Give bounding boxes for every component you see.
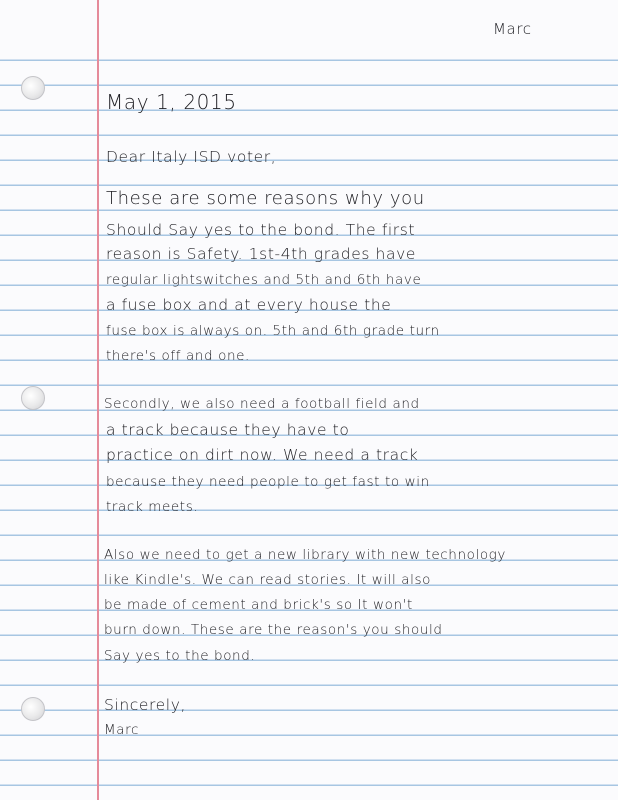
paragraph3-line: like Kindle's. We can read stories. It will also [104,572,432,588]
paragraph2-line: track meets. [106,499,199,515]
paragraph2-line: practice on dirt now. We need a track [106,446,419,464]
paragraph1-line: there's off and one. [106,348,250,364]
paragraph1-line: Should Say yes to the bond. The first [106,221,416,239]
paragraph3-line: Say yes to the bond. [104,648,256,664]
paragraph1-line: a fuse box and at every house the [106,296,392,314]
binder-hole-middle [21,386,45,410]
paragraph3-line: burn down. These are the reason's you should [104,622,443,638]
closing-sign-off: Sincerely, [104,696,187,714]
paragraph1-line: reason is Safety. 1st-4th grades have [106,245,416,263]
paragraph2-line: because they need people to get fast to win [106,474,430,490]
binder-hole-top [21,76,45,100]
paragraph3-line: be made of cement and brick's so It won't [104,597,413,613]
letter-salutation: Dear Italy ISD voter, [106,148,277,166]
paragraph2-line: Secondly, we also need a football field and [104,396,420,412]
binder-hole-bottom [21,697,45,721]
red-margin-line [97,0,99,800]
paragraph1-line: regular lightswitches and 5th and 6th have [106,272,422,288]
closing-signature: Marc [104,722,139,738]
header-name: Marc [493,20,532,38]
paragraph2-line: a track because they have to [106,421,350,439]
paragraph3-line: Also we need to get a new library with new technology [104,547,506,563]
paragraph1-line: fuse box is always on. 5th and 6th grade turn [106,323,440,339]
paragraph1-line: These are some reasons why you [106,188,425,209]
letter-date: May 1, 2015 [106,90,237,114]
